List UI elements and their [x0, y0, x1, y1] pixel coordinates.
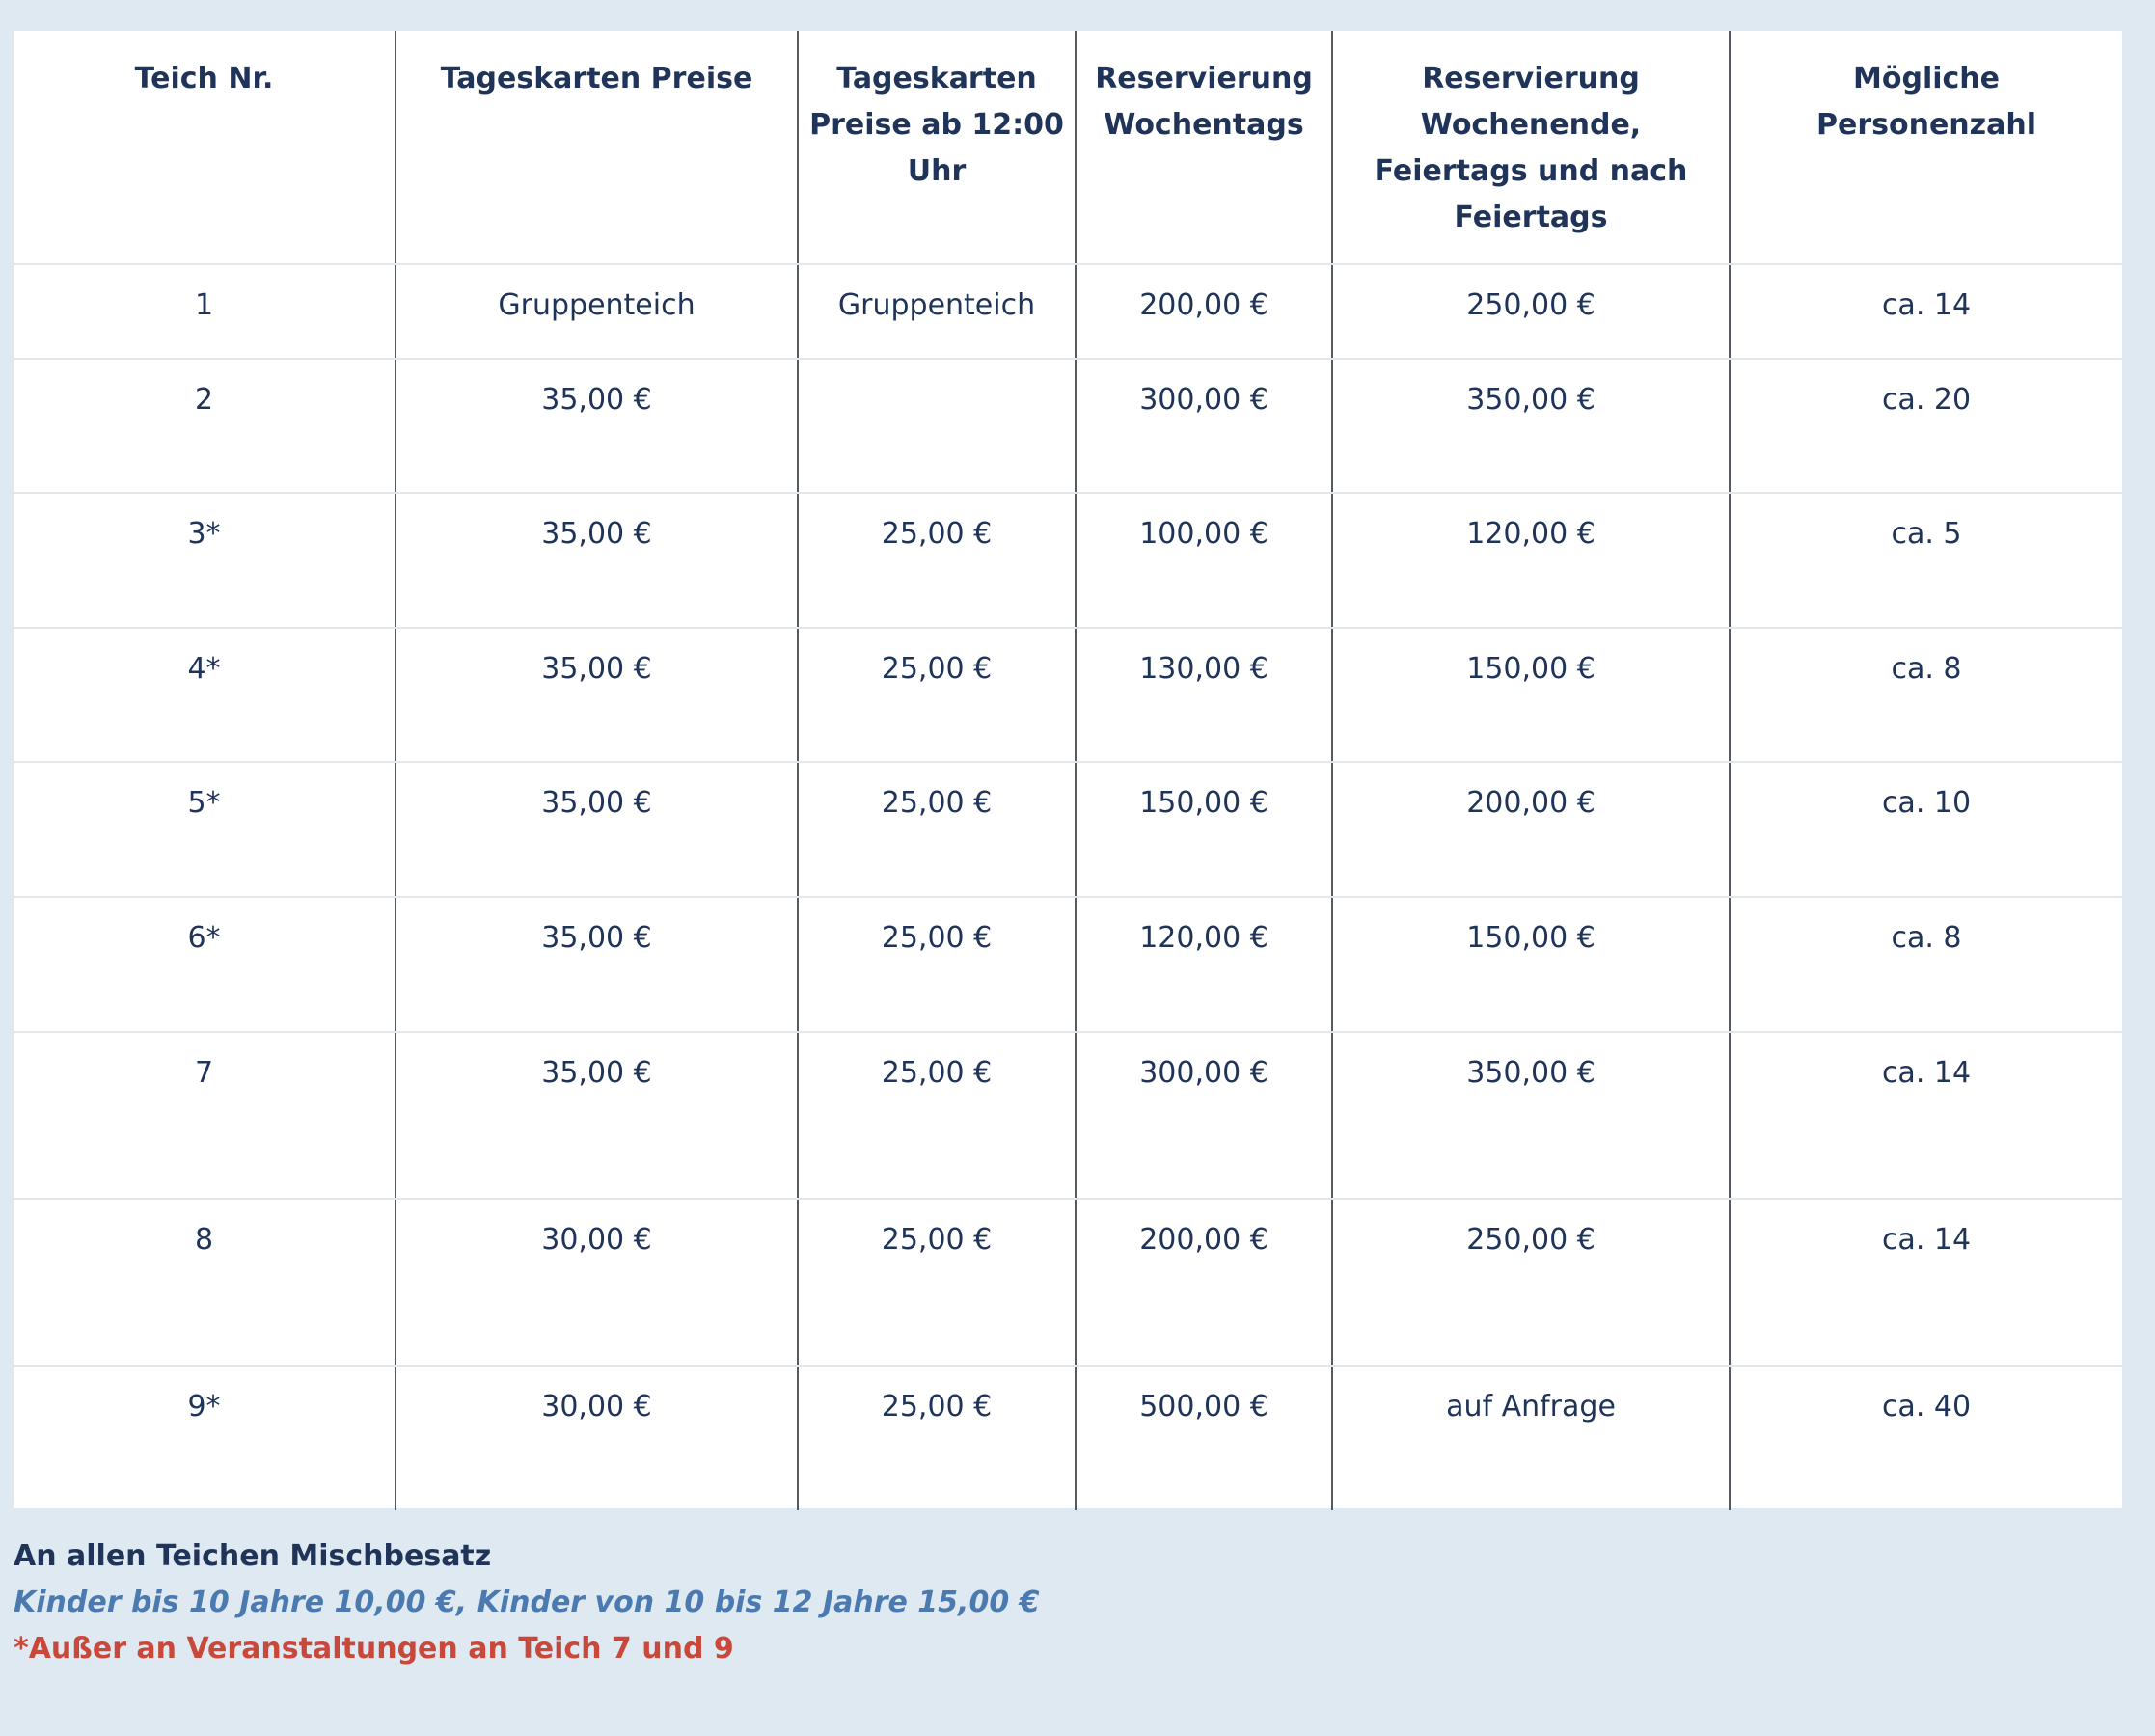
- table-row: [14, 264, 2122, 359]
- note-stocking: An allen Teichen Mischbesatz: [14, 1539, 492, 1573]
- cell-tageskarten-preis: 35,00 €: [396, 897, 798, 1032]
- cell-reservierung-wochenende: 150,00 €: [1332, 628, 1730, 762]
- cell-reservierung-wochentags: 130,00 €: [1076, 628, 1332, 762]
- table-row: [14, 493, 2122, 628]
- cell-personenzahl: ca. 20: [1730, 359, 2122, 493]
- note-children-prices: Kinder bis 10 Jahre 10,00 €, Kinder von 10 bis 12 Jahre 15,00 €: [14, 1586, 1040, 1619]
- note-exception: *Außer an Veranstaltungen an Teich 7 und 9: [14, 1632, 734, 1666]
- cell-tageskarten-preis: 35,00 €: [396, 762, 798, 897]
- cell-tageskarten-ab-12: [798, 359, 1076, 493]
- cell-tageskarten-ab-12: 25,00 €: [798, 493, 1076, 628]
- cell-tageskarten-ab-12: 25,00 €: [798, 1032, 1076, 1199]
- cell-tageskarten-preis: 30,00 €: [396, 1199, 798, 1366]
- cell-tageskarten-ab-12: Gruppenteich: [798, 264, 1076, 359]
- cell-reservierung-wochenende: 120,00 €: [1332, 493, 1730, 628]
- cell-teich-nr: 2: [14, 359, 396, 493]
- cell-teich-nr: 7: [14, 1032, 396, 1199]
- cell-tageskarten-preis: 35,00 €: [396, 493, 798, 628]
- cell-reservierung-wochentags: 300,00 €: [1076, 359, 1332, 493]
- cell-reservierung-wochenende: 200,00 €: [1332, 762, 1730, 897]
- table-row: [14, 359, 2122, 493]
- cell-tageskarten-preis: 35,00 €: [396, 1032, 798, 1199]
- cell-reservierung-wochentags: 150,00 €: [1076, 762, 1332, 897]
- cell-reservierung-wochenende: 250,00 €: [1332, 264, 1730, 359]
- cell-personenzahl: ca. 14: [1730, 1199, 2122, 1366]
- cell-personenzahl: ca. 40: [1730, 1366, 2122, 1510]
- cell-personenzahl: ca. 5: [1730, 493, 2122, 628]
- header-tageskarten-ab-12: Tageskarten Preise ab 12:00 Uhr: [798, 31, 1076, 264]
- cell-reservierung-wochentags: 300,00 €: [1076, 1032, 1332, 1199]
- cell-teich-nr: 6*: [14, 897, 396, 1032]
- cell-teich-nr: 1: [14, 264, 396, 359]
- cell-tageskarten-preis: 35,00 €: [396, 628, 798, 762]
- cell-reservierung-wochentags: 120,00 €: [1076, 897, 1332, 1032]
- cell-tageskarten-ab-12: 25,00 €: [798, 1366, 1076, 1510]
- header-teich-nr: Teich Nr.: [14, 31, 396, 264]
- cell-reservierung-wochentags: 200,00 €: [1076, 264, 1332, 359]
- cell-reservierung-wochentags: 100,00 €: [1076, 493, 1332, 628]
- cell-personenzahl: ca. 8: [1730, 897, 2122, 1032]
- cell-reservierung-wochentags: 500,00 €: [1076, 1366, 1332, 1510]
- table-row: [14, 1366, 2122, 1510]
- cell-reservierung-wochenende: 350,00 €: [1332, 1032, 1730, 1199]
- header-personenzahl: Mögliche Personenzahl: [1730, 31, 2122, 264]
- table-row: [14, 762, 2122, 897]
- cell-personenzahl: ca. 10: [1730, 762, 2122, 897]
- cell-teich-nr: 8: [14, 1199, 396, 1366]
- cell-teich-nr: 9*: [187, 1390, 221, 1424]
- table-row: [14, 1199, 2122, 1366]
- cell-teich-nr: 4*: [14, 628, 396, 762]
- table-row: [14, 897, 2122, 1032]
- table-row: [14, 628, 2122, 762]
- header-reservierung-wochentags: Reservierung Wochentags: [1076, 31, 1332, 264]
- cell-reservierung-wochenende: 350,00 €: [1332, 359, 1730, 493]
- cell-tageskarten-ab-12: 25,00 €: [798, 1199, 1076, 1366]
- cell-personenzahl: ca. 8: [1730, 628, 2122, 762]
- cell-reservierung-wochenende: 250,00 €: [1332, 1199, 1730, 1366]
- price-table-container: [14, 31, 2122, 1508]
- cell-reservierung-wochenende: auf Anfrage: [1332, 1366, 1730, 1510]
- cell-tageskarten-ab-12: 25,00 €: [798, 762, 1076, 897]
- table-row: [14, 1032, 2122, 1199]
- cell-personenzahl: ca. 14: [1730, 264, 2122, 359]
- cell-tageskarten-ab-12: 25,00 €: [798, 897, 1076, 1032]
- header-tageskarten-preise: Tageskarten Preise: [396, 31, 798, 264]
- table-header-row: [14, 31, 2122, 264]
- cell-tageskarten-preis: Gruppenteich: [396, 264, 798, 359]
- cell-tageskarten-preis: 30,00 €: [396, 1366, 798, 1510]
- cell-tageskarten-ab-12: 25,00 €: [798, 628, 1076, 762]
- cell-tageskarten-preis: 35,00 €: [396, 359, 798, 493]
- cell-teich-nr: 3*: [14, 493, 396, 628]
- price-table: [14, 31, 2122, 1510]
- notes: [14, 1533, 1040, 1672]
- cell-teich-nr: 5*: [14, 762, 396, 897]
- cell-reservierung-wochentags: 200,00 €: [1076, 1199, 1332, 1366]
- header-reservierung-wochenende: Reservierung Wochenende, Feiertags und nach Feiertags: [1332, 31, 1730, 264]
- cell-personenzahl: ca. 14: [1730, 1032, 2122, 1199]
- cell-reservierung-wochenende: 150,00 €: [1332, 897, 1730, 1032]
